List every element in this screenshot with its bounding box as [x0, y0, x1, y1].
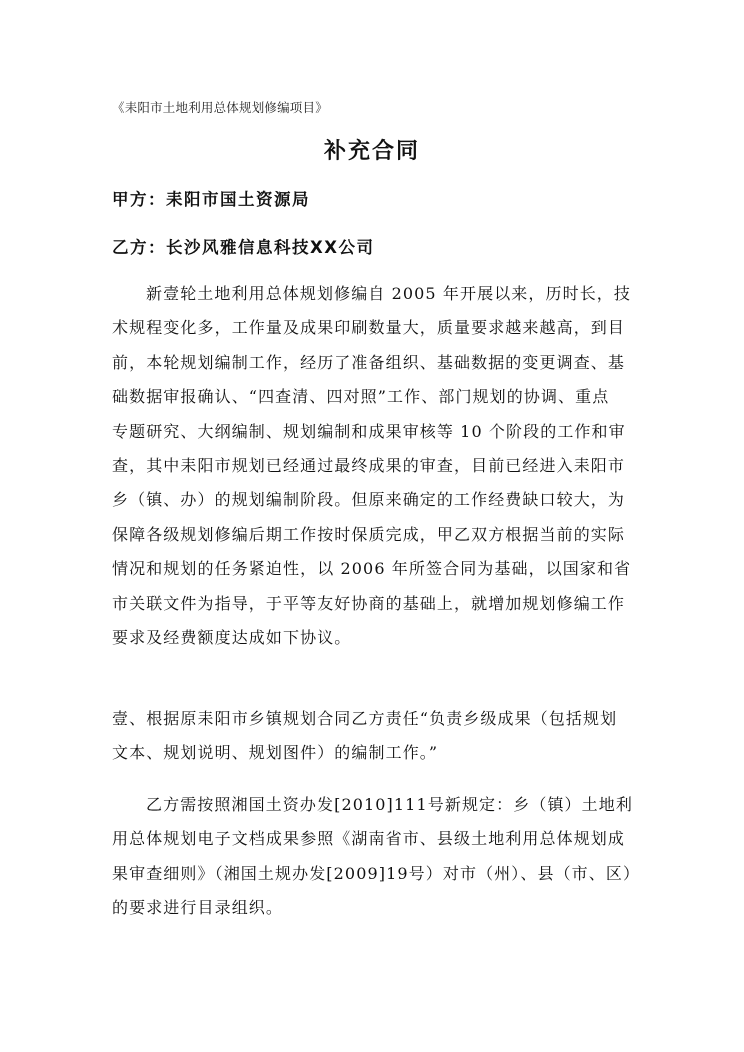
- text-line: 乙方需按照湘国土资办发[2010]111号新规定：乡（镇）土地利: [146, 795, 633, 814]
- text-line: 础数据审报确认、“四查清、四对照”工作、部门规划的协调、重点: [112, 387, 610, 407]
- text-line: 查，其中耒阳市规划已经通过最终成果的审查，目前已经进入耒阳市: [112, 456, 626, 476]
- paragraph-requirements: [112, 788, 641, 926]
- paragraph-background: [112, 277, 632, 655]
- text-line: 新壹轮土地利用总体规划修编自 2005 年开展以来，历时长，技: [146, 284, 631, 303]
- text-line: 用总体规划电子文档成果参照《湖南省市、县级土地利用总体规划成: [112, 829, 626, 849]
- paragraph-clause-one: [112, 702, 632, 771]
- text-line: 文本、规划说明、规划图件）的编制工作。”: [112, 743, 439, 763]
- text-line: 保障各级规划修编后期工作按时保质完成，甲乙双方根据当前的实际: [112, 524, 626, 544]
- text-line: 要求及经费额度达成如下协议。: [112, 628, 352, 648]
- party-a-line: 甲方：耒阳市国土资源局: [112, 190, 310, 209]
- text-line: 的要求进行目录组织。: [112, 898, 284, 918]
- text-line: 乡（镇、办）的规划编制阶段。但原来确定的工作经费缺口较大，为: [112, 490, 626, 510]
- text-line: 果审查细则》（湘国土规办发[2009]19号）对市（州）、县（市、区）: [112, 863, 641, 883]
- project-header-note: 《耒阳市土地利用总体规划修编项目》: [112, 100, 328, 115]
- text-line: 市关联文件为指导，于平等友好协商的基础上，就增加规划修编工作: [112, 593, 626, 613]
- text-line: 壹、根据原耒阳市乡镇规划合同乙方责任“负责乡级成果（包括规划: [112, 709, 618, 728]
- text-line: 专题研究、大纲编制、规划编制和成果审核等 10 个阶段的工作和审: [112, 421, 626, 441]
- document-title: 补充合同: [323, 139, 420, 164]
- text-line: 前，本轮规划编制工作，经历了准备组织、基础数据的变更调查、基: [112, 352, 626, 372]
- party-b-line: 乙方：长沙风雅信息科技XX公司: [112, 238, 375, 257]
- text-line: 术规程变化多，工作量及成果印刷数量大，质量要求越来越高，到目: [112, 318, 626, 338]
- text-line: 情况和规划的任务紧迫性，以 2006 年所签合同为基础，以国家和省: [112, 559, 632, 579]
